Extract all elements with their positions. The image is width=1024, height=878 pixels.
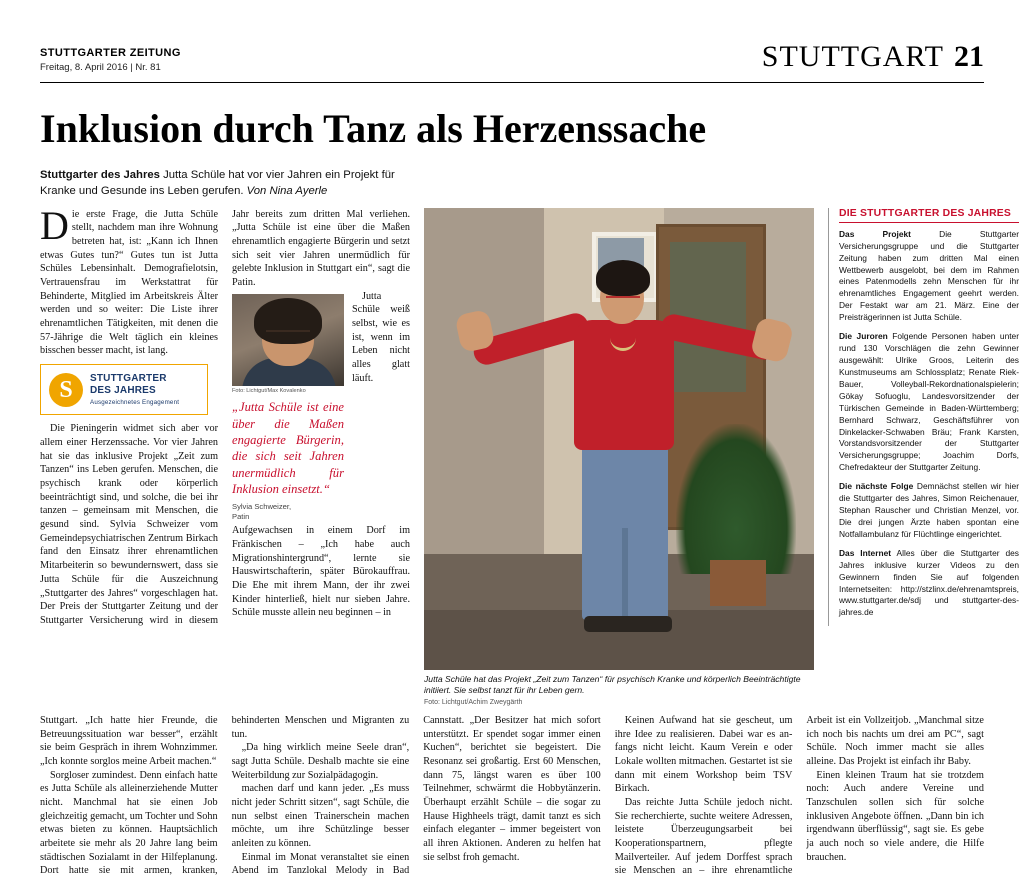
standfirst-kicker: Stuttgarter des Jahres xyxy=(40,169,160,181)
rail-item-text: Folgende Personen haben unter rund 130 Vorschlägen die zehn Gewinner ausgewählt: Ulrike Groos, Leiterin des Kunstmuseums am Schlossplatz; Renate Riek-Bauer, Volleyball-Rekordnationalspielerin; Gökay Sofuoglu, Landesvorsitzender der Türkischen Gemeinde in Baden-Württemberg; Bernhard Schwarz, Geschäftsführer von Dinkelacker-Schwaben Bräu; Frank Karsten, Vorstandsvorsitzender der Stuttgarter Versicherungsgruppe; Joachim Dorfs, Chefredakteur der Stuttgarter Zeitung. xyxy=(839,331,1020,473)
pull-quote-attribution xyxy=(232,502,344,521)
left-text-columns xyxy=(40,202,410,628)
page-title: Inklusion durch Tanz als Herzenssache xyxy=(40,106,707,151)
rail-item-lead: Das Projekt xyxy=(839,228,911,239)
paragraph: Sorgloser zumindest. Denn einfach hatte es Jutta Schüle als alleinerziehende Mutter nicht. Manchmal hat sie einen Job gleichzeitig gemacht, um Tochter und Sohn etwas bieten zu können. Hauptsächlich arbeitete sie mehr als 20 Jahre lang beim städtischen Sozialamt in der Hilfeplanung. Dort hatte sie mit armen, kranken, behinderten Menschen und Migranten zu tun. xyxy=(40,714,410,877)
masthead-right xyxy=(762,40,984,74)
main-photo-wrap xyxy=(424,208,814,706)
article-body xyxy=(40,202,1020,706)
rail-item xyxy=(839,229,1019,324)
rail-item-lead: Die Juroren xyxy=(839,331,888,342)
paragraph: Einmal im Monat veranstaltet sie einen Abend im Tanzlokal Melody in Bad Cannstatt. „Der Besitzer hat mich sofort unterstützt. Er spendet sogar immer einen Kuchen“, berichtet sie begeistert. Die Resonanz sei großartig. Erst 60 Menschen, dann 75, längst waren es über 100 Teilnehmer, schwärmt die Hobbytänzerin. Überhaupt erzählt Schüle – die sogar zu Hause Highheels trägt, damit tanzt es sich einfach eleganter – immer begeistert von all ihren Aktionen. Anderen zu helfen hat sie selbst froh gemacht. xyxy=(231,714,601,877)
portrait-block xyxy=(232,294,344,522)
rail-item-lead: Das Internet xyxy=(839,547,892,558)
rail-rule xyxy=(839,222,1019,223)
photo-plant xyxy=(676,424,796,574)
masthead-left xyxy=(40,47,181,74)
standfirst-text: Jutta Schüle hat vor vier Jahren ein Projekt für Kranke und Gesunde ins Leben gerufen. xyxy=(40,169,395,198)
paragraph: Das reichte Jutta Schüle jedoch nicht. Sie recherchierte, suchte weitere Adressen, leistete Überzeugungsarbeit bei Kooperationspartnern, pflegte Mailverteiler. Auf jedem Dorffest sprach sie Menschen an – ihre ehrenamtliche Arbeit ist ein Vollzeitjob. „Manchmal sitze ich noch bis nachts um drei am PC“, sagt Schüle. Noch immer macht sie alles alleine. Das Projekt ist einfach ihr Baby. xyxy=(614,714,984,877)
photo-person-legs-gap xyxy=(622,528,628,620)
glasses-icon xyxy=(266,330,310,341)
masthead-rule xyxy=(40,82,984,83)
rail-title: DIE STUTTGARTER DES JAHRES xyxy=(839,207,1012,219)
paper-date: Freitag, 8. April 2016 | Nr. 81 xyxy=(40,62,161,74)
paragraph: Einen kleinen Traum hat sie trotzdem noch: Auch andere Vereine und Tanzschulen sollen sich für solche inklusiven Angebote öffnen. „Dann bin ich irgendwann überflüssig“, sagt sie. Es gebe ja auch noch so viele andere, die Hilfe brauchen. xyxy=(806,769,984,863)
logo-line-1: STUTTGARTER xyxy=(90,373,167,385)
logo-line-2: DES JAHRES xyxy=(90,384,156,396)
rail-body xyxy=(839,229,1019,620)
photo-person-shoes xyxy=(584,616,672,632)
rail-item-text: Demnächst stellen wir hier die Stuttgarter des Jahres, Simon Reichenauer, Stephan Rauscher und Christian Menzel, vor. Die drei jungen Ärzte haben spontan eine Notfallambulanz für Flüchtlinge eingerichtet. xyxy=(839,481,1019,539)
column-right-rail xyxy=(828,208,1019,627)
rail-item xyxy=(839,481,1019,541)
pull-quote-role: Patin xyxy=(232,511,250,521)
logo-text xyxy=(90,373,179,407)
standfirst xyxy=(40,167,410,200)
masthead xyxy=(40,0,984,80)
photo-person-necklace xyxy=(610,326,636,351)
photo-flowerpot xyxy=(710,560,766,606)
section-name: STUTTGART xyxy=(761,40,944,73)
pull-quote-name: Sylvia Schweizer, xyxy=(232,502,292,512)
logo-monogram: S xyxy=(49,373,83,407)
photo-credit: Foto: Lichtgut/Achim Zweygärth xyxy=(424,698,523,706)
portrait-credit: Foto: Lichtgut/Max Kovalenko xyxy=(232,387,306,394)
column-left xyxy=(40,202,410,628)
page-number: 21 xyxy=(954,40,984,73)
rail-item-lead: Die nächste Folge xyxy=(839,481,914,492)
pull-quote: „Jutta Schüle ist eine über die Maßen engagierte Bürgerin, die sich seit Jahren unermüdlich für Inklusion einsetzt.“ xyxy=(232,400,344,497)
main-photo xyxy=(424,208,814,670)
paragraph: machen darf und kann jeder. „Es muss nicht jeder Schritt sitzen“, sagt Schüle, die nun selbst einen Trainerschein machen möchte, um ihre Schützlinge besser anleiten zu können. xyxy=(231,783,410,849)
photo-caption xyxy=(424,674,814,697)
paragraph: Jutta Schüle weiß selbst, wie es ist, wenn im Leben nicht alles glatt läuft. Aufgewachsen in einem Dorf im Fränkischen – „Ich habe auch Migrationshintergrund“, lernte sie Hauswirtschafterin, später Bürokauffrau. Die Ehe mit ihrem Mann, der ihr zwei Kinder hinterließ, hielt nur sieben Jahre. Schüle musste allein neu beginnen – in xyxy=(232,290,410,619)
paragraph: Stuttgart. „Ich hatte hier Freunde, die Betreuungssituation war besser“, erzählt sie beim Gespräch in ihrem Wohnzimmer. „Ich konnte sorglos meine Arbeit machen.“ xyxy=(40,714,218,767)
byline: Von Nina Ayerle xyxy=(246,185,328,198)
column-middle xyxy=(424,208,814,706)
photo-caption-text: Jutta Schüle hat das Projekt „Zeit zum Tanzen“ für psychisch Kranke und körperlich Beeinträchtigte initiiert. Sie selbst tanzt für ihr Leben gern. xyxy=(424,673,801,696)
award-logo-badge xyxy=(40,364,208,415)
portrait-photo xyxy=(232,294,344,386)
photo-person-glasses-icon xyxy=(606,296,640,306)
photo-person-hair xyxy=(596,260,650,296)
bottom-text-columns xyxy=(40,714,984,878)
paragraph: Die erste Frage, die Jutta Schüle stellt, nachdem man ihre Wohnung betreten hat, ist: „Kann ich Ihnen etwas Gutes tun?“ Gutes tun ist Jutta Schüles Lebensinhalt. Demografielotsin, Vertrauensfrau im Werkstattrat für Behinderte, Mitglied im Arbeitskreis Älter werden und so weiter: Die Liste ihrer ehrenamtlichen Tätigkeiten, mit denen die 57-Jährige die Welt täglich ein kleines bisschen besser macht, ist lang. xyxy=(40,202,218,357)
paragraph: „Da hing wirklich meine Seele dran“, sagt Jutta Schüle. Deshalb machte sie eine Weiterbildung zur Sozialpädagogin. xyxy=(231,742,410,781)
paragraph: Keinen Aufwand hat sie gescheut, um ihre Idee zu realisieren. Dabei war es an- fangs nicht leicht. Kaum Verein e oder Lokale wollten mitmachen. Gestartet ist sie dann mit einem Workshop beim TSV Birkach. xyxy=(614,714,793,795)
rail-item xyxy=(839,548,1019,620)
logo-subline: Ausgezeichnetes Engagement xyxy=(90,399,180,407)
rail-item-text: Die Stuttgarter Versicherungsgruppe und die Stuttgarter Zeitung haben zum dritten Mal einen Wettbewerb ausgelobt, bei dem im Rahmen eines Patenmodells zehn Menschen für ihr ehrenamtliches Engagement geehrt werden. Der Festakt war am 21. März. Eine der Preisträgerinnen ist Jutta Schüle. xyxy=(839,228,1019,323)
rail-item-text: Alles über die Stuttgarter des Jahres inklusive kurzer Videos zu den Gewinnern finden Sie auf folgenden Internetseiten: http://stzlinx.de/ehrenamtspreis, www.stuttgarter.de/sdj und stuttgarter-des-jahres.de xyxy=(839,547,1019,618)
paper-name: STUTTGARTER ZEITUNG xyxy=(40,47,181,60)
rail-item xyxy=(839,331,1019,474)
paragraph: Die Pieningerin widmet sich aber vor allem einer Herzenssache. Vor vier Jahren hat sie das inklusive Projekt „Zeit zum Tanzen“ ins Leben gerufen. Menschen, die psychisch krank oder körperlich beeinträchtigt sind, und solche, die bei ihr tanzen – gemeinsam mit Menschen, die gesund sind. Sylvia Schweizer vom Gemeindepsychiatrischen Zentrum Birkach fand den Einsatz ihrer ehrenamtlichen Mitarbeiterin so bewundernswert, dass sie Jutta Schüle für die Auszeichnung „Stuttgarter des Jahres“ vorgeschlagen hat. Der Preis der Stuttgarter Zeitung und der Stuttgarter Versicherung wird in diesem Jahr bereits zum dritten Mal verliehen. „Jutta Schüle ist eine über die Maßen ehrenamtlich engagierte Bürgerin und setzt sich seit vier Jahren unermüdlich für gelebte Inklusion in Stuttgart ein“, sagt die Patin. xyxy=(40,208,410,626)
